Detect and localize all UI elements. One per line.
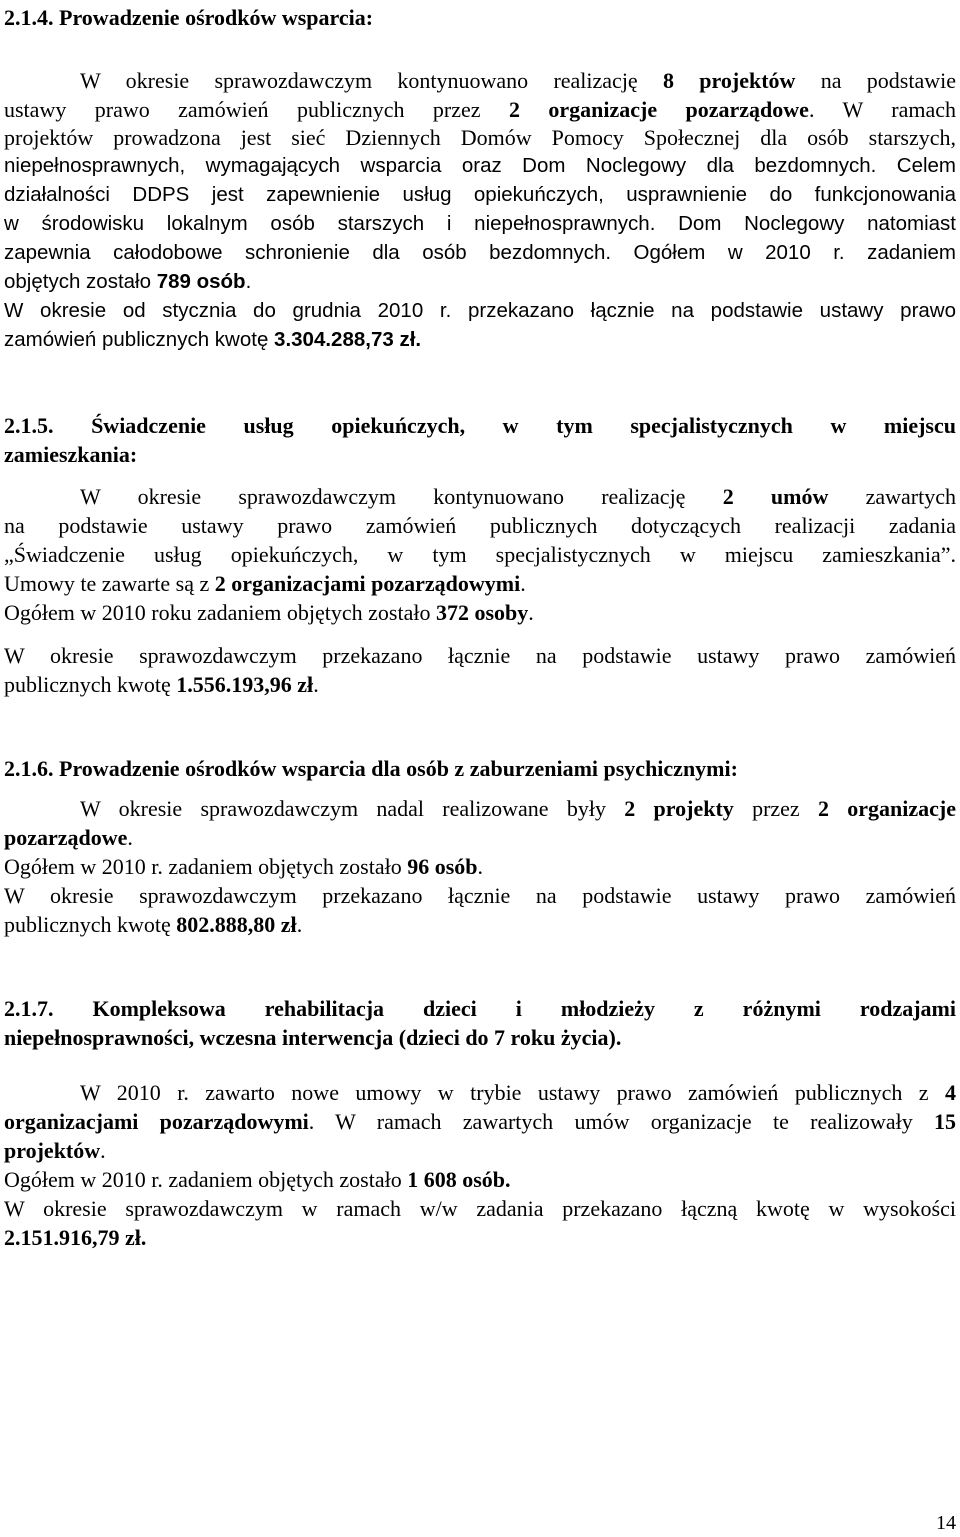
paragraph-line: W 2010 r. zawarto nowe umowy w trybie ustawy prawo zamówień publicznych z 4 [80, 1080, 956, 1105]
section-heading-2-1-7: 2.1.7. Kompleksowa rehabilitacja dzieci i młodzieży z różnymi rodzajami [4, 996, 956, 1021]
paragraph-line: Ogółem w 2010 r. zadaniem objętych zostało 1 608 osób. [4, 1167, 511, 1192]
paragraph-line: zamówień publicznych kwotę 3.304.288,73 zł. [4, 328, 422, 351]
paragraph-line: publicznych kwotę 802.888,80 zł. [4, 912, 303, 937]
paragraph-line: ustawy prawo zamówień publicznych przez 2 organizacje pozarządowe. W ramach [4, 97, 956, 122]
section-heading-2-1-4: 2.1.4. Prowadzenie ośrodków wsparcia: [4, 5, 374, 30]
paragraph-line: W okresie od stycznia do grudnia 2010 r. przekazano łącznie na podstawie ustawy prawo [4, 299, 956, 322]
paragraph-line: 2.151.916,79 zł. [4, 1225, 147, 1250]
paragraph-line: W okresie sprawozdawczym w ramach w/w zadania przekazano łączną kwotę w wysokości [4, 1196, 956, 1221]
paragraph-line: „Świadczenie usług opiekuńczych, w tym specjalistycznych w miejscu zamieszkania”. [4, 542, 956, 567]
section-heading-2-1-5-cont: zamieszkania: [4, 442, 138, 467]
paragraph-line: niepełnosprawnych, wymagających wsparcia oraz Dom Noclegowy dla bezdomnych. Celem [4, 154, 956, 177]
paragraph-line: W okresie sprawozdawczym przekazano łącznie na podstawie ustawy prawo zamówień [4, 883, 956, 908]
paragraph-line: zapewnia całodobowe schronienie dla osób bezdomnych. Ogółem w 2010 r. zadaniem [4, 241, 956, 264]
paragraph-line: działalności DDPS jest zapewnienie usług opiekuńczych, usprawnienie do funkcjonowania [4, 183, 956, 206]
paragraph-line: Ogółem w 2010 r. zadaniem objętych zostało 96 osób. [4, 854, 484, 879]
paragraph-line: Umowy te zawarte są z 2 organizacjami pozarządowymi. [4, 571, 526, 596]
section-heading-2-1-6: 2.1.6. Prowadzenie ośrodków wsparcia dla osób z zaburzeniami psychicznymi: [4, 756, 738, 781]
paragraph-line: na podstawie ustawy prawo zamówień publicznych dotyczących realizacji zadania [4, 513, 956, 538]
paragraph-line: w środowisku lokalnym osób starszych i niepełnosprawnych. Dom Noclegowy natomiast [4, 212, 956, 235]
paragraph-line: pozarządowe. [4, 825, 133, 850]
paragraph-line: W okresie sprawozdawczym kontynuowano realizację 2 umów zawartych [80, 484, 956, 509]
paragraph-line: projektów. [4, 1138, 106, 1163]
section-heading-2-1-7-cont: niepełnosprawności, wczesna interwencja (dzieci do 7 roku życia). [4, 1025, 622, 1050]
paragraph-line: W okresie sprawozdawczym przekazano łącznie na podstawie ustawy prawo zamówień [4, 643, 956, 668]
section-heading-2-1-5: 2.1.5. Świadczenie usług opiekuńczych, w tym specjalistycznych w miejscu [4, 413, 956, 438]
paragraph-line: publicznych kwotę 1.556.193,96 zł. [4, 672, 319, 697]
paragraph-line: objętych zostało 789 osób. [4, 270, 252, 293]
paragraph-line: W okresie sprawozdawczym nadal realizowane były 2 projekty przez 2 organizacje [80, 796, 957, 821]
paragraph-line: W okresie sprawozdawczym kontynuowano realizację 8 projektów na podstawie [80, 68, 956, 93]
paragraph-line: Ogółem w 2010 roku zadaniem objętych zostało 372 osoby. [4, 600, 534, 625]
paragraph-line: organizacjami pozarządowymi. W ramach zawartych umów organizacje te realizowały 15 [4, 1109, 956, 1134]
page-number: 14 [936, 1512, 956, 1534]
paragraph-line: projektów prowadzona jest sieć Dziennych Domów Pomocy Społecznej dla osób starszych, [4, 125, 956, 150]
